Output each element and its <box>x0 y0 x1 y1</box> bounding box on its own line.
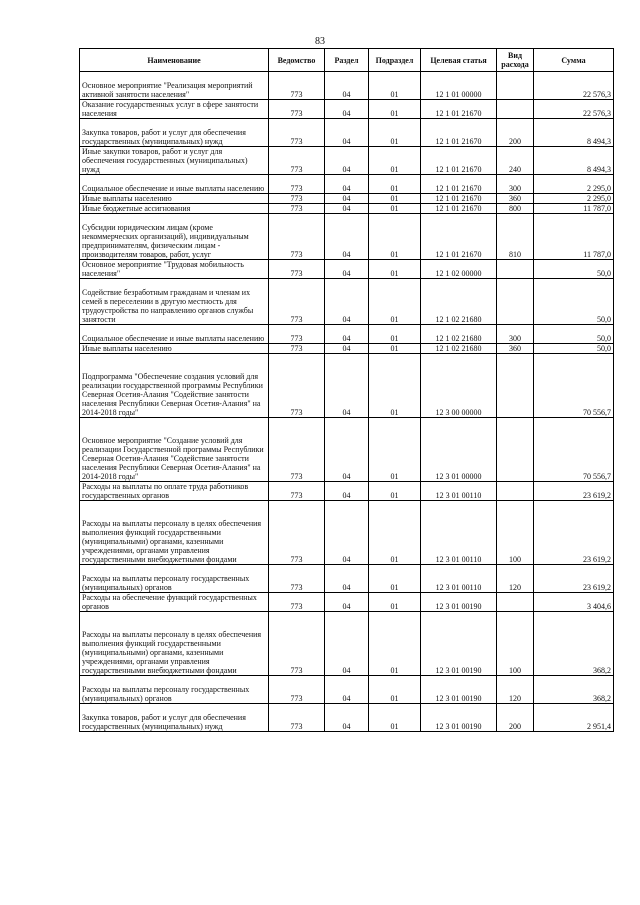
cell-sum: 50,0 <box>534 279 614 325</box>
cell-sum: 50,0 <box>534 260 614 279</box>
cell-name: Расходы на выплаты по оплате труда работников государственных органов <box>80 482 269 501</box>
cell-podrazdel: 01 <box>369 325 421 344</box>
cell-ved: 773 <box>269 194 325 204</box>
cell-podrazdel: 01 <box>369 354 421 418</box>
cell-cel: 12 3 01 00190 <box>421 593 497 612</box>
cell-razdel: 04 <box>325 418 369 482</box>
header-sum: Сумма <box>534 49 614 72</box>
header-name: Наименование <box>80 49 269 72</box>
cell-name: Расходы на выплаты персоналу в целях обеспечения выполнения функций государственными (муниципальными) органами, казенными учреждениями, органами управления государственными внебюджетными фондами <box>80 501 269 565</box>
cell-sum: 70 556,7 <box>534 354 614 418</box>
cell-name: Основное мероприятие "Создание условий для реализации Государственной программы Республики Северная Осетия-Алания "Содействие занятости населения Республики Северная Осетия-Алания" на 2014-2018 годы" <box>80 418 269 482</box>
cell-podrazdel: 01 <box>369 214 421 260</box>
cell-ved: 773 <box>269 175 325 194</box>
cell-podrazdel: 01 <box>369 565 421 593</box>
cell-vid <box>497 279 534 325</box>
cell-cel: 12 3 01 00190 <box>421 612 497 676</box>
cell-razdel: 04 <box>325 354 369 418</box>
cell-sum: 22 576,3 <box>534 100 614 119</box>
cell-ved: 773 <box>269 147 325 175</box>
cell-sum: 50,0 <box>534 325 614 344</box>
table-row <box>80 119 614 147</box>
table-row <box>80 612 614 676</box>
cell-name: Содействие безработным гражданам и членам их семей в переселении в другую местность для трудоустройства по направлению органов службы занятости <box>80 279 269 325</box>
header-podrazdel: Подраздел <box>369 49 421 72</box>
cell-vid <box>497 72 534 100</box>
cell-name: Основное мероприятие "Трудовая мобильность населения" <box>80 260 269 279</box>
cell-sum: 23 619,2 <box>534 482 614 501</box>
cell-podrazdel: 01 <box>369 260 421 279</box>
cell-sum: 50,0 <box>534 344 614 354</box>
cell-sum: 8 494,3 <box>534 119 614 147</box>
cell-ved: 773 <box>269 354 325 418</box>
cell-name: Социальное обеспечение и иные выплаты населению <box>80 325 269 344</box>
cell-name: Закупка товаров, работ и услуг для обеспечения государственных (муниципальных) нужд <box>80 119 269 147</box>
cell-cel: 12 1 02 21680 <box>421 325 497 344</box>
table-row <box>80 565 614 593</box>
cell-cel: 12 1 01 21670 <box>421 100 497 119</box>
cell-vid: 100 <box>497 501 534 565</box>
cell-cel: 12 1 01 21670 <box>421 204 497 214</box>
table-row <box>80 194 614 204</box>
cell-vid: 120 <box>497 565 534 593</box>
cell-name: Расходы на выплаты персоналу государственных (муниципальных) органов <box>80 676 269 704</box>
cell-razdel: 04 <box>325 612 369 676</box>
cell-name: Субсидии юридическим лицам (кроме некоммерческих организаций), индивидуальным предпринимателям, физическим лицам - производителям товаров, работ, услуг <box>80 214 269 260</box>
cell-podrazdel: 01 <box>369 194 421 204</box>
header-razdel: Раздел <box>325 49 369 72</box>
cell-vid <box>497 354 534 418</box>
cell-sum: 2 295,0 <box>534 175 614 194</box>
cell-ved: 773 <box>269 72 325 100</box>
cell-name: Расходы на обеспечение функций государственных органов <box>80 593 269 612</box>
cell-podrazdel: 01 <box>369 204 421 214</box>
cell-ved: 773 <box>269 260 325 279</box>
header-cel: Целевая статья <box>421 49 497 72</box>
cell-razdel: 04 <box>325 72 369 100</box>
cell-podrazdel: 01 <box>369 676 421 704</box>
table-header-row <box>80 49 614 72</box>
cell-sum: 8 494,3 <box>534 147 614 175</box>
cell-name: Социальное обеспечение и иные выплаты населению <box>80 175 269 194</box>
cell-vid: 200 <box>497 119 534 147</box>
cell-razdel: 04 <box>325 676 369 704</box>
cell-cel: 12 1 01 21670 <box>421 119 497 147</box>
cell-razdel: 04 <box>325 147 369 175</box>
cell-ved: 773 <box>269 482 325 501</box>
cell-sum: 3 404,6 <box>534 593 614 612</box>
cell-razdel: 04 <box>325 175 369 194</box>
cell-sum: 2 295,0 <box>534 194 614 204</box>
cell-name: Подпрограмма "Обеспечение создания условий для реализации государственной программы Республики Северная Осетия-Алания "Содействие занятости населения Республики Северная Осетия-Алания" на 2014-2018 годы" <box>80 354 269 418</box>
cell-vid: 200 <box>497 704 534 732</box>
cell-vid: 300 <box>497 325 534 344</box>
table-row <box>80 344 614 354</box>
cell-name: Иные закупки товаров, работ и услуг для обеспечения государственных (муниципальных) нужд <box>80 147 269 175</box>
cell-vid: 800 <box>497 204 534 214</box>
cell-ved: 773 <box>269 279 325 325</box>
table-row <box>80 147 614 175</box>
cell-podrazdel: 01 <box>369 612 421 676</box>
cell-ved: 773 <box>269 418 325 482</box>
cell-podrazdel: 01 <box>369 482 421 501</box>
cell-vid <box>497 260 534 279</box>
cell-razdel: 04 <box>325 204 369 214</box>
cell-name: Иные бюджетные ассигнования <box>80 204 269 214</box>
cell-sum: 11 787,0 <box>534 214 614 260</box>
cell-cel: 12 3 01 00000 <box>421 418 497 482</box>
cell-vid <box>497 593 534 612</box>
cell-name: Закупка товаров, работ и услуг для обеспечения государственных (муниципальных) нужд <box>80 704 269 732</box>
cell-podrazdel: 01 <box>369 418 421 482</box>
table-row <box>80 72 614 100</box>
table-row <box>80 354 614 418</box>
cell-sum: 11 787,0 <box>534 204 614 214</box>
table-row <box>80 279 614 325</box>
cell-ved: 773 <box>269 119 325 147</box>
cell-cel: 12 3 01 00190 <box>421 704 497 732</box>
cell-name: Основное мероприятие "Реализация мероприятий активной занятости населения" <box>80 72 269 100</box>
cell-razdel: 04 <box>325 482 369 501</box>
table-row <box>80 593 614 612</box>
cell-vid: 810 <box>497 214 534 260</box>
cell-podrazdel: 01 <box>369 175 421 194</box>
table-row <box>80 676 614 704</box>
table-row <box>80 175 614 194</box>
cell-vid: 360 <box>497 194 534 204</box>
cell-podrazdel: 01 <box>369 704 421 732</box>
cell-cel: 12 1 01 21670 <box>421 147 497 175</box>
table-row <box>80 260 614 279</box>
cell-podrazdel: 01 <box>369 501 421 565</box>
table-row <box>80 325 614 344</box>
cell-cel: 12 1 01 21670 <box>421 214 497 260</box>
cell-ved: 773 <box>269 325 325 344</box>
cell-ved: 773 <box>269 612 325 676</box>
cell-ved: 773 <box>269 214 325 260</box>
cell-cel: 12 3 01 00110 <box>421 565 497 593</box>
cell-razdel: 04 <box>325 501 369 565</box>
cell-vid <box>497 100 534 119</box>
cell-podrazdel: 01 <box>369 344 421 354</box>
cell-name: Иные выплаты населению <box>80 344 269 354</box>
cell-sum: 70 556,7 <box>534 418 614 482</box>
cell-podrazdel: 01 <box>369 72 421 100</box>
cell-ved: 773 <box>269 344 325 354</box>
cell-ved: 773 <box>269 676 325 704</box>
cell-razdel: 04 <box>325 279 369 325</box>
cell-cel: 12 3 01 00110 <box>421 482 497 501</box>
cell-cel: 12 1 02 21680 <box>421 344 497 354</box>
table-row <box>80 204 614 214</box>
cell-vid: 300 <box>497 175 534 194</box>
budget-table <box>79 48 614 732</box>
table-row <box>80 418 614 482</box>
cell-name: Расходы на выплаты персоналу государственных (муниципальных) органов <box>80 565 269 593</box>
cell-cel: 12 1 02 00000 <box>421 260 497 279</box>
cell-podrazdel: 01 <box>369 147 421 175</box>
cell-razdel: 04 <box>325 100 369 119</box>
cell-vid: 240 <box>497 147 534 175</box>
cell-razdel: 04 <box>325 325 369 344</box>
cell-sum: 368,2 <box>534 676 614 704</box>
table-row <box>80 704 614 732</box>
cell-sum: 23 619,2 <box>534 565 614 593</box>
cell-cel: 12 1 01 21670 <box>421 194 497 204</box>
cell-ved: 773 <box>269 704 325 732</box>
cell-vid: 120 <box>497 676 534 704</box>
cell-vid: 100 <box>497 612 534 676</box>
cell-razdel: 04 <box>325 119 369 147</box>
cell-podrazdel: 01 <box>369 100 421 119</box>
cell-sum: 368,2 <box>534 612 614 676</box>
cell-podrazdel: 01 <box>369 279 421 325</box>
cell-cel: 12 3 01 00110 <box>421 501 497 565</box>
cell-name: Расходы на выплаты персоналу в целях обеспечения выполнения функций государственными (муниципальными) органами, казенными учреждениями, органами управления государственными внебюджетными фондами <box>80 612 269 676</box>
cell-name: Оказание государственных услуг в сфере занятости населения <box>80 100 269 119</box>
table-row <box>80 482 614 501</box>
cell-name: Иные выплаты населению <box>80 194 269 204</box>
header-vid: Вид расхода <box>497 49 534 72</box>
table-row <box>80 214 614 260</box>
cell-cel: 12 3 01 00190 <box>421 676 497 704</box>
cell-vid <box>497 482 534 501</box>
cell-ved: 773 <box>269 100 325 119</box>
cell-sum: 23 619,2 <box>534 501 614 565</box>
cell-razdel: 04 <box>325 593 369 612</box>
cell-ved: 773 <box>269 501 325 565</box>
cell-sum: 2 951,4 <box>534 704 614 732</box>
header-ved: Ведомство <box>269 49 325 72</box>
cell-vid <box>497 418 534 482</box>
cell-ved: 773 <box>269 593 325 612</box>
cell-podrazdel: 01 <box>369 119 421 147</box>
cell-razdel: 04 <box>325 704 369 732</box>
cell-razdel: 04 <box>325 260 369 279</box>
cell-ved: 773 <box>269 565 325 593</box>
cell-cel: 12 3 00 00000 <box>421 354 497 418</box>
cell-cel: 12 1 01 21670 <box>421 175 497 194</box>
cell-vid: 360 <box>497 344 534 354</box>
cell-razdel: 04 <box>325 214 369 260</box>
cell-razdel: 04 <box>325 194 369 204</box>
cell-cel: 12 1 02 21680 <box>421 279 497 325</box>
table-row <box>80 501 614 565</box>
cell-razdel: 04 <box>325 344 369 354</box>
cell-ved: 773 <box>269 204 325 214</box>
page-number: 83 <box>315 36 325 47</box>
cell-razdel: 04 <box>325 565 369 593</box>
cell-podrazdel: 01 <box>369 593 421 612</box>
table-row <box>80 100 614 119</box>
cell-sum: 22 576,3 <box>534 72 614 100</box>
cell-cel: 12 1 01 00000 <box>421 72 497 100</box>
